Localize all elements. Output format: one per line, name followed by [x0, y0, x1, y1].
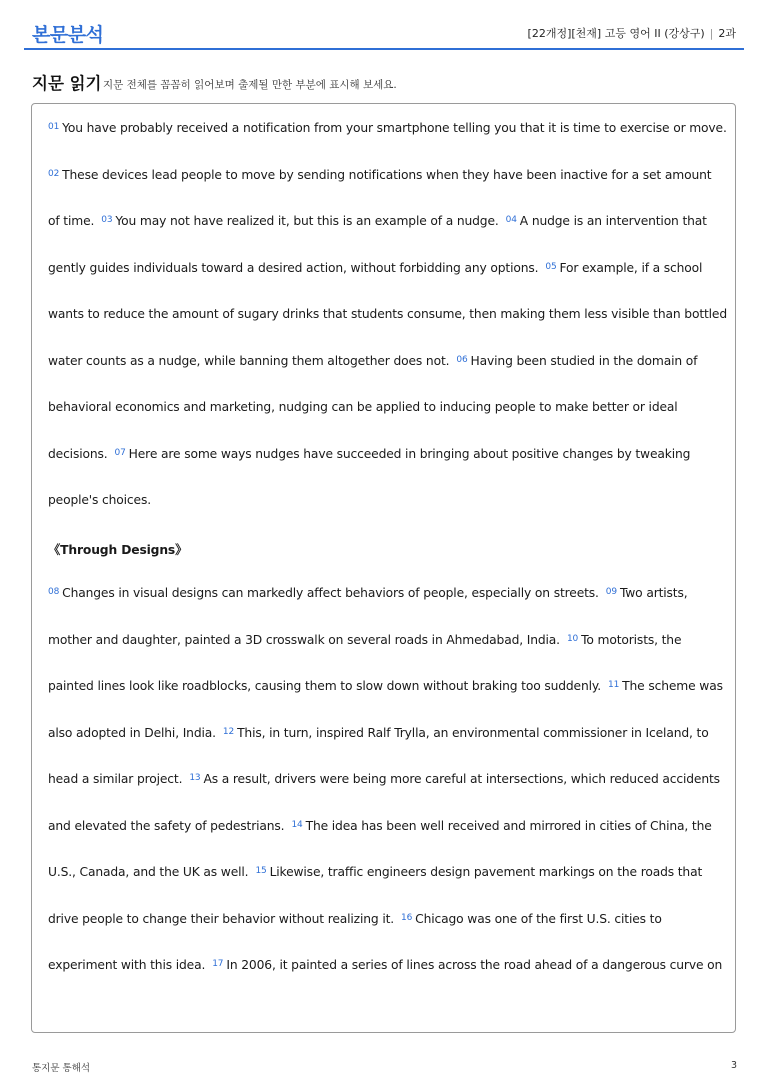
sentence: In 2006, it painted a series of lines across the road ahead of a dangerous curve on	[226, 958, 723, 972]
sentence: painted lines look like roadblocks, causing them to slow down without braking too suddenly.	[48, 679, 602, 693]
sentence: decisions.	[48, 447, 108, 461]
passage-line	[48, 493, 151, 507]
footer-label: 통지문 통해석	[32, 1063, 91, 1074]
brand-title: 본문분석	[32, 24, 104, 46]
sentence-number: 14	[291, 820, 303, 830]
sentence: people's choices.	[48, 493, 151, 507]
sentence-number: 11	[608, 680, 620, 690]
passage-line	[48, 121, 727, 135]
sentence: You have probably received a notification from your smartphone telling you that it is time to exercise or move.	[62, 121, 727, 135]
sentence: behavioral economics and marketing, nudging can be applied to inducing people to make better or ideal	[48, 400, 678, 414]
sentence: Having been studied in the domain of	[470, 354, 698, 368]
sentence-number: 15	[255, 866, 267, 876]
passage-line	[48, 726, 709, 740]
sentence: and elevated the safety of pedestrians.	[48, 819, 285, 833]
sentence: Two artists,	[619, 586, 688, 600]
page-number: 3	[730, 1060, 737, 1071]
sentence: Chicago was one of the first U.S. cities to	[415, 912, 662, 926]
sentence: Changes in visual designs can markedly affect behaviors of people, especially on streets.	[62, 586, 599, 600]
sentence: For example, if a school	[559, 261, 703, 275]
sentence-number: 05	[545, 262, 557, 272]
header-separator: |	[709, 27, 714, 40]
passage-line	[48, 958, 722, 972]
sentence: drive people to change their behavior without realizing it.	[48, 912, 395, 926]
passage-line	[48, 168, 711, 182]
sentence-number: 01	[48, 122, 60, 132]
sentence-number: 08	[48, 587, 60, 597]
sentence-number: 10	[566, 634, 579, 644]
subheading: 《Through Designs》	[48, 543, 188, 557]
passage-line	[48, 819, 712, 833]
sentence: The idea has been well received and mirrored in cities of China, the	[305, 819, 712, 833]
sentence: gently guides individuals toward a desired action, without forbidding any options.	[48, 261, 539, 275]
passage-line	[48, 912, 662, 926]
sentence: These devices lead people to move by sending notifications when they have been inactive for a set amount	[62, 168, 712, 182]
sentence: experiment with this idea.	[48, 958, 206, 972]
sentence: of time.	[48, 214, 95, 228]
sentence: This, in turn, inspired Ralf Trylla, an environmental commissioner in Iceland, to	[237, 726, 709, 740]
sentence: The scheme was	[622, 679, 723, 693]
passage-line	[48, 586, 688, 600]
passage-line	[48, 772, 720, 786]
passage-line	[48, 261, 702, 275]
sentence-number: 16	[401, 913, 413, 923]
sentence: To motorists, the	[581, 633, 682, 647]
sentence: head a similar project.	[48, 772, 183, 786]
passage-line	[48, 679, 723, 693]
passage-line	[48, 447, 690, 461]
passage-line	[48, 400, 678, 414]
sentence: A nudge is an intervention that	[519, 214, 707, 228]
lesson-label: 2과	[718, 27, 736, 40]
page-header	[24, 18, 744, 50]
passage-line	[48, 214, 707, 228]
sentence-number: 09	[605, 587, 617, 597]
sentence-number: 06	[456, 355, 468, 365]
sentence-number: 17	[212, 959, 224, 969]
sentence: You may not have realized it, but this is an example of a nudge.	[115, 214, 499, 228]
passage-line	[48, 307, 727, 321]
section-title: 지문 읽기	[32, 74, 102, 93]
sentence: mother and daughter, painted a 3D crosswalk on several roads in Ahmedabad, India.	[48, 633, 560, 647]
sentence: water counts as a nudge, while banning them altogether does not.	[48, 354, 450, 368]
section-description: 지문 전체를 꼼꼼히 읽어보며 출제될 만한 부분에 표시해 보세요.	[103, 79, 397, 91]
sentence: also adopted in Delhi, India.	[48, 726, 216, 740]
sentence: wants to reduce the amount of sugary drinks that students consume, then making them less visible than bottled	[48, 307, 727, 321]
sentence-number: 12	[222, 727, 235, 737]
passage-line	[48, 865, 702, 879]
sentence-number: 03	[101, 215, 113, 225]
passage-box	[31, 103, 736, 1033]
course-name: [22개정][천재] 고등 영어 II (강상구)	[527, 27, 705, 40]
passage-line	[48, 354, 697, 368]
course-info	[528, 25, 736, 41]
sentence-number: 07	[114, 448, 126, 458]
sentence: U.S., Canada, and the UK as well.	[48, 865, 249, 879]
passage-line	[48, 633, 681, 647]
sentence: As a result, drivers were being more careful at intersections, which reduced accidents	[203, 772, 720, 786]
sentence-number: 13	[189, 773, 201, 783]
sentence-number: 02	[48, 169, 60, 179]
sentence-number: 04	[505, 215, 517, 225]
sentence: Here are some ways nudges have succeeded in bringing about positive changes by tweaking	[128, 447, 691, 461]
sentence: Likewise, traffic engineers design pavement markings on the roads that	[269, 865, 703, 879]
